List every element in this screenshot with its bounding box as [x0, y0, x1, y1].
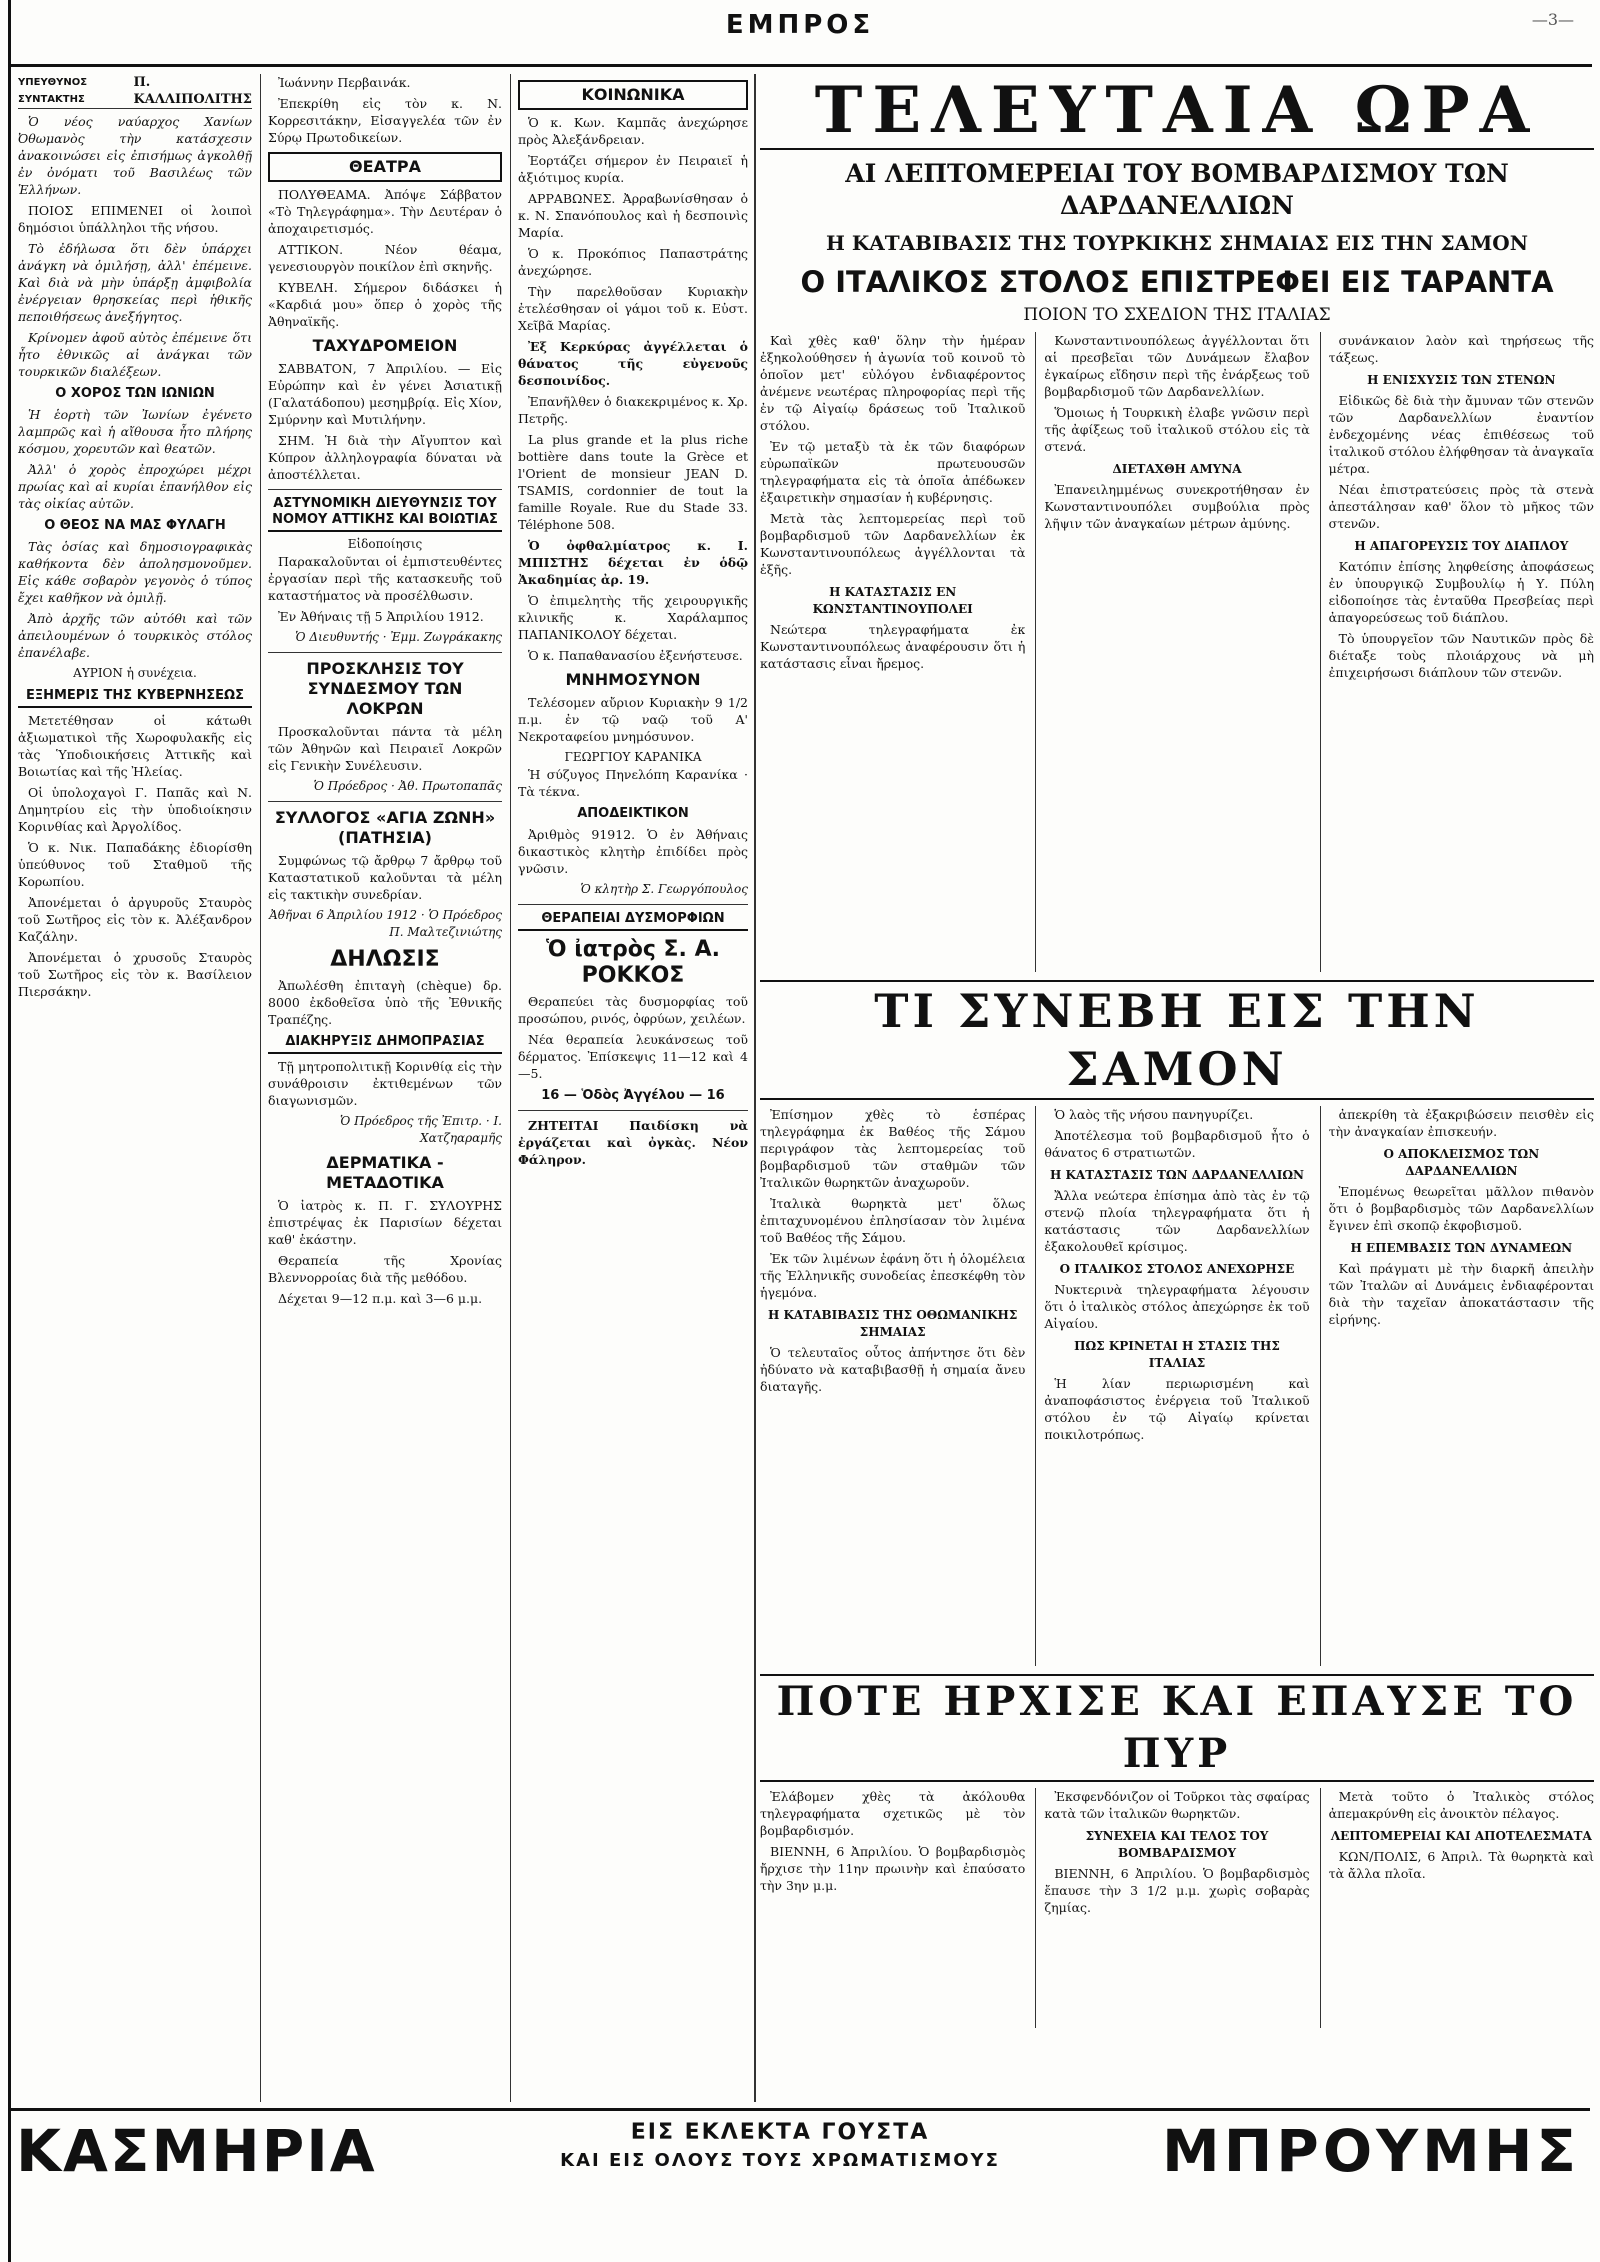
article-paragraph: Ἀπὸ ἀρχῆς τῶν αὐτόθι καὶ τῶν ἀπειλουμένων ὁ τουρκικὸς στόλος ἐπανέλαβε. [18, 611, 252, 660]
continued-note: ΑΥΡΙΟΝ ἡ συνέχεια. [73, 666, 197, 680]
signature: Ὁ Πρόεδρος τῆς Ἐπιτρ. · Ι. Χατζηαραμῆς [339, 1114, 502, 1145]
divider [518, 1110, 748, 1111]
article-paragraph: Ἐορτάζει σήμερον ἐν Πειραιεῖ ἡ ἀξιότιμος κυρία. [518, 153, 748, 185]
subheading: Ο ΙΤΑΛΙΚΟΣ ΣΤΟΛΟΣ ΑΝΕΧΩΡΗΣΕ [1059, 1262, 1295, 1276]
big-headline: ΤΙ ΣΥΝΕΒΗ ΕΙΣ ΤΗΝ ΣΑΜΟΝ [760, 980, 1594, 1100]
editor-name: Π. ΚΑΛΛΙΠΟΛΙΤΗΣ [133, 75, 252, 107]
article-paragraph: Θεραπεύει τὰς δυσμορφίας τοῦ προσώπου, ρινός, ὀφρύων, χειλέων. [518, 994, 748, 1026]
article-paragraph: Κρίνομεν ἀφοῦ αὐτὸς ἐπέμεινε ὅτι ἦτο ἐθνικῶς αἱ ἀνάγκαι τῶν τουρκικῶν διαλέξεων. [18, 330, 252, 379]
article-paragraph: ΖΗΤΕΙΤΑΙ Παιδίσκη νὰ ἐργάζεται καὶ ὀγκὰς. Νέον Φάληρον. [518, 1118, 748, 1167]
ad-middle-line-1: ΕΙΣ ΕΚΛΕΚΤΑ ΓΟΥΣΤΑ [630, 2120, 930, 2145]
editor-kicker: ΥΠΕΥΘΥΝΟΣ ΣΥΝΤΑΚΤΗΣ [18, 77, 88, 105]
signature: Ὁ Πρόεδρος · Ἀθ. Πρωτοπαπᾶς [313, 779, 502, 793]
subheading: ΔΙΕΤΑΧΘΗ ΑΜΥΝΑ [1112, 462, 1242, 476]
subheading: ΠΩΣ ΚΡΙΝΕΤΑΙ Η ΣΤΑΣΙΣ ΤΗΣ ΙΤΑΛΙΑΣ [1074, 1339, 1280, 1370]
article-paragraph: Ὁ λαὸς τῆς νήσου πανηγυρίζει. [1054, 1107, 1254, 1122]
article-paragraph: Ὁ ἰατρὸς κ. Π. Γ. ΣΥΛΟΥΡΗΣ ἐπιστρέψας ἐκ Παρισίων δέχεται καθ' ἑκάστην. [268, 1198, 502, 1247]
section-heading: ΔΕΡΜΑΤΙΚΑ - ΜΕΤΑΔΟΤΙΚΑ [326, 1153, 444, 1192]
article-paragraph: Ἐπανειλημμένως συνεκροτήθησαν ἐν Κωνσταντινουπόλει συμβούλια πρὸς λῆψιν τῶν ἀναγκαίων μέτρων ἀμύνης. [1044, 482, 1310, 531]
article-paragraph: Ἐλάβομεν χθὲς τὰ ἀκόλουθα τηλεγραφήματα σχετικῶς μὲ τὸν βομβαρδισμόν. [760, 1789, 1026, 1838]
article-paragraph: Ἐν Ἀθήναις τῇ 5 Ἀπριλίου 1912. [278, 609, 484, 624]
article-paragraph: Ἐπανῆλθεν ὁ διακεκριμένος κ. Χρ. Πετρῆς. [518, 394, 748, 426]
article-paragraph: Ἐξ Κερκύρας ἀγγέλλεται ὁ θάνατος τῆς εὐγενοῦς δεσποινίδος. [518, 339, 748, 388]
subheading: Ο ΑΠΟΚΛΕΙΣΜΟΣ ΤΩΝ ΔΑΡΔΑΝΕΛΛΙΩΝ [1383, 1147, 1540, 1178]
article-paragraph: Νέα θεραπεία λευκάνσεως τοῦ δέρματος. Ἐπίσκεψις 11—12 καὶ 4—5. [518, 1032, 748, 1081]
article-paragraph: Ἀπονέμεται ὁ ἀργυροῦς Σταυρὸς τοῦ Σωτῆρος εἰς τὸν κ. Ἀλέξανδρον Καζάλην. [18, 895, 252, 944]
article-columns [760, 1788, 1594, 2028]
article-paragraph: Παρακαλοῦνται οἱ ἐμπιστευθέντες ἐργασίαν περὶ τῆς κατασκευῆς τοῦ καταστήματος νὰ προσέλθωσιν. [268, 554, 502, 603]
subheading: Η ΚΑΤΑΣΤΑΣΙΣ ΕΝ ΚΩΝΣΤΑΝΤΙΝΟΥΠΟΛΕΙ [812, 585, 973, 616]
article-paragraph: Θεραπεία τῆς Χρονίας Βλεννορροίας διὰ τῆς μεθόδου. [268, 1253, 502, 1285]
article-paragraph: Μετὰ τὰς λεπτομερείας περὶ τοῦ βομβαρδισμοῦ τῶν Δαρδανελλίων ἐκ Κωνσταντινουπόλεως ἀγγέλλονται τὰ ἑξῆς. [760, 511, 1026, 577]
article-column [1035, 1788, 1309, 2028]
section-heading: ΣΥΛΛΟΓΟΣ «ΑΓΙΑ ΖΩΝΗ» (ΠΑΤΗΣΙΑ) [274, 808, 496, 847]
article-column [1035, 332, 1309, 972]
article-paragraph: συνάνκαιον λαὸν καὶ τηρήσεως τῆς τάξεως. [1328, 333, 1594, 365]
big-headline: ΠΟΤΕ ΗΡΧΙΣΕ ΚΑΙ ΕΠΑΥΣΕ ΤΟ ΠΥΡ [760, 1674, 1594, 1782]
article-paragraph: Ἀπονέμεται ὁ χρυσοῦς Σταυρὸς τοῦ Σωτῆρος εἰς τὸν κ. Βασίλειον Πιερσάκην. [18, 950, 252, 999]
article-column [760, 1106, 1025, 1666]
article-paragraph: Μετετέθησαν οἱ κάτωθι ἀξιωματικοὶ τῆς Χωροφυλακῆς εἰς τὰς Ὑποδιοικήσεις Ἀττικῆς καὶ Βοιωτίας καὶ τῆς Ἠλείας. [18, 713, 252, 779]
article-paragraph: ἀπεκρίθη τὰ ἐξακριβώσειν πεισθὲν εἰς τὴν ἀναγκαίαν ἐπισκευήν. [1328, 1107, 1594, 1139]
article-paragraph: Καὶ πράγματι μὲ τὴν διαρκῆ ἀπειλὴν τῶν Ἰταλῶν αἱ Δυνάμεις ἐνδιαφέρονται διὰ τὴν ταχεῖαν ἀποκατάστασιν τῆς εἰρήνης. [1328, 1261, 1594, 1327]
column-2 [268, 74, 502, 2102]
last-hour-section [760, 74, 1594, 2102]
address-line: 16 — Ὁδὸς Ἀγγέλου — 16 [541, 1088, 725, 1103]
subheading: Εἰδοποίησις [347, 537, 423, 551]
article-paragraph: ΣΗΜ. Ἡ διὰ τὴν Αἴγυπτον καὶ Κύπρον ἀλληλογραφία δύναται νὰ ἀποστέλλεται. [268, 433, 502, 482]
article-paragraph: La plus grande et la plus riche bottière dans toute la Grèce et l'Orient de monsieur JEAN D. TSAMIS, cordonnier de tout la famille Royale. Rue du Stade 33. Téléphone 508. [518, 432, 748, 532]
masthead [0, 0, 1600, 68]
article-paragraph: Ἡ λίαν περιωρισμένη καὶ ἀναποφάσιστος ἐνέργεια τοῦ Ἰταλικοῦ στόλου ἐν τῷ Αἰγαίῳ κρίνεται ποικιλοτρόπως. [1044, 1376, 1310, 1442]
article-paragraph: Ὁ τελευταῖος οὗτος ἀπήντησε ὅτι δὲν ἠδύνατο νὰ καταβιβασθῇ ἡ σημαία ἄνευ διαταγῆς. [760, 1345, 1026, 1394]
section-heading: ΘΕΡΑΠΕΙΑΙ ΔΥΣΜΟΡΦΙΩΝ [518, 911, 748, 931]
article-paragraph: Ἰωάννην Περβαινάκ. [278, 75, 411, 90]
section-heading: ΚΟΙΝΩΝΙΚΑ [518, 80, 748, 110]
article-paragraph: Μετὰ τοῦτο ὁ Ἰταλικὸς στόλος ἀπεμακρύνθη εἰς ἀνοικτὸν πέλαγος. [1328, 1789, 1594, 1821]
article-paragraph: Ἀριθμὸς 91912. Ὁ ἐν Ἀθήναις δικαστικὸς κλητὴρ ἐπιδίδει πρὸς γνῶσιν. [518, 827, 748, 876]
article-paragraph: Ὁ ὀφθαλμίατρος κ. Ι. ΜΠΙΣΤΗΣ δέχεται ἐν ὁδῷ Ἀκαδημίας ἀρ. 19. [518, 538, 748, 587]
subheading: ΣΥΝΕΧΕΙΑ ΚΑΙ ΤΕΛΟΣ ΤΟΥ ΒΟΜΒΑΡΔΙΣΜΟΥ [1085, 1829, 1269, 1860]
page-number: —3— [1531, 10, 1574, 29]
article-paragraph: Ἡ ἑορτὴ τῶν Ἰωνίων ἐγένετο λαμπρῶς καὶ ἡ αἴθουσα ἦτο πλήρης κόσμου, χορευτῶν καὶ θεατῶν. [18, 407, 252, 456]
article-columns [760, 1106, 1594, 1666]
article-paragraph: Κατόπιν ἐπίσης ληφθείσης ἀποφάσεως ἐν ὑπουργικῷ Συμβουλίῳ ἡ Υ. Πύλη εἰδοποίησε τὰς ἐνταῦθα Πρεσβείας περὶ ἀπαγορεύσεως τοῦ διάπλου. [1328, 559, 1594, 625]
section-heading: ΑΣΤΥΝΟΜΙΚΗ ΔΙΕΥΘΥΝΣΙΣ ΤΟΥ ΝΟΜΟΥ ΑΤΤΙΚΗΣ ΚΑΙ ΒΟΙΩΤΙΑΣ [268, 496, 502, 532]
article-paragraph: Προσκαλοῦνται πάντα τὰ μέλη τῶν Ἀθηνῶν καὶ Πειραιεῖ Λοκρῶν εἰς Γενικὴν Συνέλευσιν. [268, 724, 502, 773]
column-rule [260, 74, 261, 2102]
ad-left-text: ΚΑΣΜΗΡΙΑ [16, 2117, 377, 2185]
article-paragraph: ΑΡΡΑΒΩΝΕΣ. Ἀρραβωνίσθησαν ὁ κ. Ν. Σπανόπουλος καὶ ἡ δεσποινὶς Μαρία. [518, 191, 748, 240]
article-paragraph: Νυκτερινὰ τηλεγραφήματα λέγουσιν ὅτι ὁ ἰταλικὸς στόλος ἀπεχώρησε ἐκ τοῦ Αἰγαίου. [1044, 1282, 1310, 1331]
left-border-rule [8, 0, 11, 2262]
section-heading: ΔΙΑΚΗΡΥΞΙΣ ΔΗΜΟΠΡΑΣΙΑΣ [268, 1034, 502, 1054]
subheading: Η ΚΑΤΑΣΤΑΣΙΣ ΤΩΝ ΔΑΡΔΑΝΕΛΛΙΩΝ [1049, 1168, 1304, 1182]
editor-block [18, 74, 252, 109]
article-paragraph: Συμφώνως τῷ ἄρθρῳ 7 ἄρθρῳ τοῦ Καταστατικοῦ καλοῦνται τὰ μέλη εἰς τακτικὴν συνεδρίαν. [268, 853, 502, 902]
article-columns [760, 332, 1594, 972]
article-paragraph: Ἐκ τῶν λιμένων ἐφάνη ὅτι ἡ ὁλομέλεια τῆς Ἑλληνικῆς συνοδείας ἐπεσκέφθη τὸν ἡγεμόνα. [760, 1251, 1026, 1300]
subheading: Η ΕΠΕΜΒΑΣΙΣ ΤΩΝ ΔΥΝΑΜΕΩΝ [1350, 1241, 1573, 1255]
article-paragraph: Κωνσταντινουπόλεως ἀγγέλλονται ὅτι αἱ πρεσβεῖαι τῶν Δυνάμεων ἔλαβον ἐγκαίρως εἴδησιν περὶ τῆς ἐνάρξεως τοῦ βομβαρδισμοῦ τῶν Δαρδανελλίων. [1044, 333, 1310, 399]
article-paragraph: Ὁ ἐπιμελητὴς τῆς χειρουργικῆς κλινικῆς κ. Χαράλαμπος ΠΑΠΑΝΙΚΟΛΟΥ δέχεται. [518, 593, 748, 642]
divider [268, 801, 502, 802]
article-paragraph: Ὁ κ. Προκόπιος Παπαστράτης ἀνεχώρησε. [518, 246, 748, 278]
article-paragraph: ΠΟΙΟΣ ΕΠΙΜΕΝΕΙ οἱ λοιποὶ δημόσιοι ὑπάλληλοι τῆς νήσου. [18, 203, 252, 235]
article-paragraph: Ὅμοιως ἡ Τουρκικὴ ἐλαβε γνῶσιν περὶ τῆς ἀφίξεως τοῦ ἰταλικοῦ στόλου εἰς τὰ στενά. [1044, 405, 1310, 454]
ad-middle-line-2: ΚΑΙ ΕΙΣ ΟΛΟΥΣ ΤΟΥΣ ΧΡΩΜΑΤΙΣΜΟΥΣ [560, 2150, 1000, 2171]
section-heading: ΘΕΑΤΡΑ [268, 152, 502, 182]
article-paragraph: Ὁ κ. Παπαθανασίου ἐξενήστευσε. [528, 648, 743, 663]
section-heading: ΕΞΗΜΕΡΙΣ ΤΗΣ ΚΥΒΕΡΝΗΣΕΩΣ [18, 688, 252, 708]
column-3 [518, 74, 748, 2102]
divider [268, 652, 502, 653]
article-paragraph: Νέαι ἐπιστρατεύσεις πρὸς τὰ στενὰ ἀπεστάλησαν καθ' ὅλον τὸ μῆκος τῶν στενῶν. [1328, 482, 1594, 531]
footer-advertisement [10, 2108, 1590, 2188]
subheading: ΛΕΠΤΟΜΕΡΕΙΑΙ ΚΑΙ ΑΠΟΤΕΛΕΣΜΑΤΑ [1330, 1829, 1592, 1843]
article-paragraph: Τὰς ὁσίας καὶ δημοσιογραφικὰς καθήκοντα δὲν ἀπολησμονοῦμεν. Εἰς κάθε σοβαρὸν γεγονὸς ὁ τύπος ἔχει καθῆκον νὰ ὁμιλῇ. [18, 539, 252, 605]
newspaper-name: ΕΜΠΡΟΣ [725, 10, 875, 40]
article-paragraph: Ἡ σύζυγος Πηνελόπη Καρανίκα · Τὰ τέκνα. [518, 767, 748, 799]
divider [268, 489, 502, 490]
article-paragraph: Τὸ ὑπουργεῖον τῶν Ναυτικῶν πρὸς δὲ διέταξε τοὺς πλοιάρχους νὰ μὴ ἐπιχειρήσωσι διάπλουν τῶν στενῶν. [1328, 631, 1594, 680]
article-paragraph: Ἐπομένως θεωρεῖται μᾶλλον πιθανὸν ὅτι ὁ βομβαρδισμὸς τῶν Δαρδανελλίων ἔγινεν ἐπὶ σκοπῷ ἐκφοβισμοῦ. [1328, 1184, 1594, 1233]
memorial-name: ΓΕΩΡΓΙΟΥ ΚΑΡΑΝΙΚΑ [564, 750, 702, 764]
article-paragraph: Τῇ μητροπολιτικῇ Κορινθίᾳ εἰς τὴν συνάθροισιν ἐκτιθεμένων τῶν διαγωνισμῶν. [268, 1059, 502, 1108]
signature: Ὁ κλητὴρ Σ. Γεωργόπουλος [580, 882, 748, 896]
section-heading: ΑΠΟΔΕΙΚΤΙΚΟΝ [577, 806, 689, 821]
article-paragraph: Τὸ ἐδήλωσα ὅτι δὲν ὑπάρχει ἀνάγκη νὰ ὁμιλήσῃ, ἀλλ' ἐπέμεινε. Καὶ διὰ νὰ μὴν ὑπάρξῃ ἀμφιβολία ἐνέργειαν θρησκείας περὶ ἡθικῆς πεποιθήσεως ἀνεξήγητος. [18, 241, 252, 324]
ad-right-text: ΜΠΡΟΥΜΗΣ [1162, 2117, 1580, 2185]
article-paragraph: Ὁ κ. Κων. Καμπᾶς ἀνεχώρησε πρὸς Ἀλεξάνδρειαν. [518, 115, 748, 147]
article-paragraph: Τὴν παρελθοῦσαν Κυριακὴν ἐτελέσθησαν οἱ γάμοι τοῦ κ. Εὐστ. Χεῖβᾶ Μαρίας. [518, 284, 748, 333]
column-rule [510, 74, 511, 2102]
article-paragraph: Ἄλλα νεώτερα ἐπίσημα ἀπὸ τὰς ἐν τῷ στενῷ πλοία τηλεγραφήματα ὅτι ἡ κατάστασις τῶν Δαρδανελλίων ἐξακολουθεῖ κρίσιμος. [1044, 1188, 1310, 1254]
doctor-name: Ὁ ἰατρὸς Σ. Α. ΡΟΚΚΟΣ [546, 937, 720, 988]
article-column [1035, 1106, 1309, 1666]
article-paragraph: Δέχεται 9—12 π.μ. καὶ 3—6 μ.μ. [278, 1291, 483, 1306]
article-column [760, 1788, 1025, 2028]
signature: Ὁ Διευθυντής · Ἐμμ. Ζωγράκακης [295, 630, 502, 644]
article-paragraph: Οἱ ὑπολοχαγοὶ Γ. Παπᾶς καὶ Ν. Δημητρίου εἰς τὴν ὑποδιοίκησιν Κορινθίας καὶ Ἀργολίδος. [18, 785, 252, 834]
masthead-rule [8, 64, 1592, 67]
article-paragraph: ΑΤΤΙΚΟΝ. Νέον θέαμα, γενεσιουργὸν ποικίλον ἐπὶ σκηνῆς. [268, 242, 502, 274]
article-paragraph: ΚΩΝ/ΠΟΛΙΣ, 6 Ἀπριλ. Τὰ θωρηκτὰ καὶ τὰ ἄλλα πλοῖα. [1328, 1849, 1594, 1881]
subheading: Η ΑΠΑΓΟΡΕΥΣΙΣ ΤΟΥ ΔΙΑΠΛΟΥ [1354, 539, 1569, 553]
column-rule [754, 74, 756, 2102]
article-paragraph: ΠΟΛΥΘΕΑΜΑ. Ἀπόψε Σάββατον «Τὸ Τηλεγράφημα». Τὴν Δευτέραν ὁ ἀποχαιρετισμός. [268, 187, 502, 236]
ad-middle-text [480, 2119, 1080, 2175]
article-paragraph: ΣΑΒΒΑΤΟΝ, 7 Ἀπριλίου. — Εἰς Εὐρώπην καὶ ἐν γένει Ἀσιατικῇ (Γαλατάδοπου) μεσημβρίᾳ. Εἰς Χίον, Σμύρνην καὶ Μυτιλήνην. [268, 361, 502, 427]
article-paragraph: Ὁ κ. Νικ. Παπαδάκης ἐδιορίσθη ὑπεύθυνος τοῦ Σταθμοῦ τῆς Κορωπίου. [18, 840, 252, 889]
subheading: Η ΚΑΤΑΒΙΒΑΣΙΣ ΤΗΣ ΟΘΩΜΑΝΙΚΗΣ ΣΗΜΑΙΑΣ [767, 1308, 1018, 1339]
section-heading: Ο ΘΕΟΣ ΝΑ ΜΑΣ ΦΥΛΑΓΗ [44, 518, 226, 533]
article-paragraph: Ἐπίσημον χθὲς τὸ ἑσπέρας τηλεγράφημα ἐκ Βαθέος τῆς Σάμου περιγράφον τὰς λεπτομερείας τοῦ βομβαρδισμοῦ τῶν σταθμῶν τῶν Ἰταλικῶν θωρηκτῶν ἀναχωροῦν. [760, 1107, 1026, 1190]
article-paragraph: Ἀποτέλεσμα τοῦ βομβαρδισμοῦ ἦτο ὁ θάνατος 6 στρατιωτῶν. [1044, 1128, 1310, 1160]
article-paragraph: Ἰταλικὰ θωρηκτὰ μετ' ὅλως ἐπιταχυνομένου ἐπλησίασαν τὸν λιμένα τοῦ Βαθέος τῆς Σάμου. [760, 1196, 1026, 1245]
article-paragraph: ΒΙΕΝΝΗ, 6 Ἀπριλίου. Ὁ βομβαρδισμὸς ἔπαυσε τὴν 3 1/2 μ.μ. χωρὶς σοβαρὰς ζημίας. [1044, 1866, 1310, 1915]
section-heading: Ο ΧΟΡΟΣ ΤΩΝ ΙΩΝΙΩΝ [55, 386, 215, 401]
article-paragraph: Ἐν τῷ μεταξὺ τὰ ἐκ τῶν διαφόρων εὐρωπαϊκῶν πρωτευουσῶν τηλεγραφήματα εἰς τὰ ὁποῖα ἀπέδωκεν ἐξαιρετικὴν σημασίαν ἡ κυβέρνησις. [760, 439, 1026, 505]
article-paragraph: Ἐπεκρίθη εἰς τὸν κ. Ν. Κορρεσιτάκην, Εἰσαγγελέα τῶν ἐν Σύρῳ Πρωτοδικείων. [268, 96, 502, 145]
article-paragraph: Τελέσομεν αὔριον Κυριακὴν 9 1/2 π.μ. ἐν τῷ ναῷ τοῦ Α' Νεκροταφείου μνημόσυνον. [518, 695, 748, 744]
article-paragraph: Νεώτερα τηλεγραφήματα ἐκ Κωνσταντινουπόλεως ἀναφέρουσιν ὅτι ἡ κατάστασις εἶναι ἤρεμος. [760, 622, 1026, 671]
section-heading: ΔΗΛΩΣΙΣ [330, 947, 440, 972]
article-paragraph: Ἀλλ' ὁ χορὸς ἐπροχώρει μέχρι πρωίας καὶ αἱ κυρίαι ἐπανήλθον εἰς τὰς οἰκίας αὐτῶν. [18, 462, 252, 511]
subheading: Η ΕΝΙΣΧΥΣΙΣ ΤΩΝ ΣΤΕΝΩΝ [1367, 373, 1556, 387]
headline: ΑΙ ΛΕΠΤΟΜΕΡΕΙΑΙ ΤΟΥ ΒΟΜΒΑΡΔΙΣΜΟΥ ΤΩΝ ΔΑΡΔΑΝΕΛΛΙΩΝ [845, 159, 1509, 220]
article-paragraph: Ὁ νέος ναύαρχος Χανίων Ὀθωμανὸς τὴν κατάσχεσιν ἀνακοινώσει εἰς ἐπισήμως ἀγκολθῇ ἐν ὀνόματι τοῦ Βασιλέως τῶν Ἑλλήνων. [18, 114, 252, 197]
article-column [1320, 332, 1594, 972]
article-paragraph: ΚΥΒΕΛΗ. Σήμερον διδάσκει ἡ «Καρδιά μου» ὅπερ ὁ χορὸς τῆς Ἀθηναϊκῆς. [268, 280, 502, 329]
article-paragraph: Ἐκσφενδόνιζον οἱ Τοῦρκοι τὰς σφαίρας κατὰ τῶν ἰταλικῶν θωρηκτῶν. [1044, 1789, 1310, 1821]
divider [518, 904, 748, 905]
section-heading: ΠΡΟΣΚΛΗΣΙΣ ΤΟΥ ΣΥΝΔΕΣΜΟΥ ΤΩΝ ΛΟΚΡΩΝ [306, 659, 464, 718]
section-title: ΤΕΛΕΥΤΑΙΑ ΩΡΑ [760, 74, 1594, 150]
column-1 [18, 74, 252, 2102]
signature: Ἀθῆναι 6 Ἀπριλίου 1912 · Ὁ Πρόεδρος Π. Μαλτεζινιώτης [269, 908, 502, 939]
headline: Η ΚΑΤΑΒΙΒΑΣΙΣ ΤΗΣ ΤΟΥΡΚΙΚΗΣ ΣΗΜΑΙΑΣ ΕΙΣ ΤΗΝ ΣΑΜΟΝ [826, 231, 1528, 255]
article-column [760, 332, 1025, 972]
article-paragraph: Ἀπωλέσθη ἐπιταγὴ (chèque) δρ. 8000 ἐκδοθεῖσα ὑπὸ τῆς Ἐθνικῆς Τραπέζης. [268, 978, 502, 1027]
article-paragraph: ΒΙΕΝΝΗ, 6 Ἀπριλίου. Ὁ βομβαρδισμὸς ἤρχισε τὴν 11ην πρωινὴν καὶ ἐπαύσατο τὴν 3ην μ.μ. [760, 1844, 1026, 1893]
section-heading: ΤΑΧΥΔΡΟΜΕΙΟΝ [312, 336, 458, 355]
headline: ΠΟΙΟΝ ΤΟ ΣΧΕΔΙΟΝ ΤΗΣ ΙΤΑΛΙΑΣ [1023, 305, 1331, 325]
section-heading: ΜΝΗΜΟΣΥΝΟΝ [565, 670, 701, 689]
article-paragraph: Καὶ χθὲς καθ' ὅλην τὴν ἡμέραν ἐξηκολούθησεν ἡ ἀγωνία τοῦ κοινοῦ τὸ ὁποῖον μετ' εὐλόγου ἐνδιαφέροντος ἀνέμενε νεωτέρας πληροφορίας περὶ τῆς ἐν τῷ Αἰγαίῳ δράσεως τοῦ Ἰταλικοῦ στόλου. [760, 333, 1026, 433]
article-column [1320, 1788, 1594, 2028]
headline: Ο ΙΤΑΛΙΚΟΣ ΣΤΟΛΟΣ ΕΠΙΣΤΡΕΦΕΙ ΕΙΣ ΤΑΡΑΝΤΑ [800, 265, 1554, 299]
article-column [1320, 1106, 1594, 1666]
article-paragraph: Εἰδικῶς δὲ διὰ τὴν ἄμυναν τῶν στενῶν τῶν Δαρδανελλίων ἐναντίον ἐνδεχομένης νέας ἐπιθέσεως τοῦ ἰταλικοῦ στόλου ἐλήφθησαν τὰ ἀναγκαῖα μέτρα. [1328, 393, 1594, 476]
